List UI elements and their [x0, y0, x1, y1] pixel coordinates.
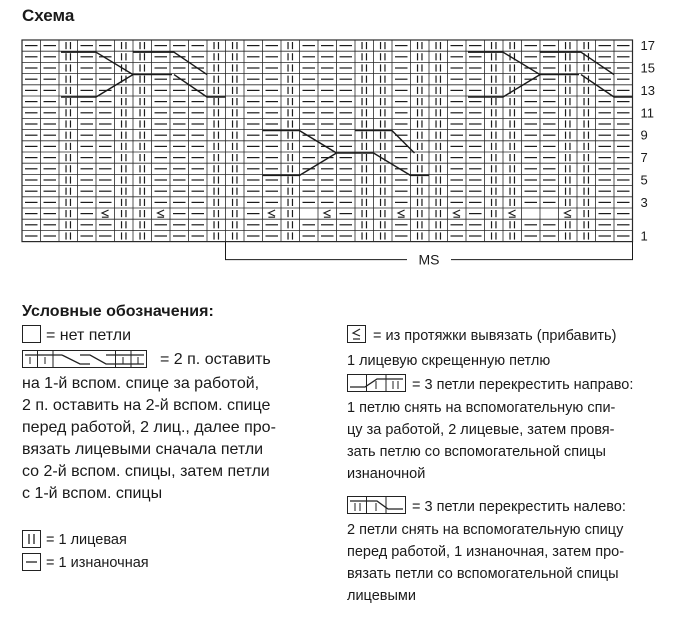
legend-cross-right-line: 1 петлю снять на вспомогательную спи-	[347, 400, 616, 416]
legend-cross-left-line: вязать петли со вспомогательной спицы	[347, 566, 619, 582]
row-number-label: 15	[640, 60, 655, 76]
cross-left-symbol	[347, 496, 407, 515]
legend-cross-left-text: = 3 петли перекрестить налево:	[412, 499, 626, 515]
knitting-chart	[0, 0, 695, 300]
no-stitch-symbol	[22, 325, 42, 344]
legend-cross-right-line: зать петлю со вспомогательной спицы	[347, 444, 606, 460]
cable-4x2-symbol	[22, 350, 148, 369]
legend-cable-eq: = 2 п. оставить	[160, 351, 271, 368]
row-number-label: 1	[640, 228, 648, 244]
cross-right-symbol	[347, 374, 407, 393]
row-number-label: 13	[640, 82, 655, 98]
row-number-label: 7	[640, 150, 648, 166]
legend-increase-text: = из протяжки вывязать (прибавить)	[373, 328, 617, 344]
legend-knit-text: = 1 лицевая	[46, 532, 127, 548]
legend-cross-left-line: лицевыми	[347, 588, 416, 604]
legend-cable-line: 2 п. оставить на 2-й вспом. спице	[22, 397, 271, 414]
row-number-label: 9	[640, 127, 648, 143]
legend-cross-left-line: перед работой, 1 изнаночная, затем про-	[347, 544, 625, 560]
purl-symbol	[22, 553, 42, 572]
repeat-label: MS	[418, 251, 440, 268]
row-number-label: 17	[640, 38, 655, 54]
legend-title: Условные обозначения:	[22, 303, 214, 320]
legend-cable-line: перед работой, 2 лиц., далее про-	[22, 419, 276, 436]
row-number-label: 11	[640, 105, 654, 121]
legend-cable-line: вязать лицевыми сначала петли	[22, 441, 264, 458]
legend-cable-line: со 2-й вспом. спицы, затем петли	[22, 463, 270, 480]
legend-no-stitch-text: = нет петли	[46, 327, 132, 344]
knit-symbol	[22, 530, 42, 549]
legend-cross-right-line: изнаночной	[347, 466, 426, 482]
legend-cross-left-line: 2 петли снять на вспомогательную спицу	[347, 522, 624, 538]
diagram-title: Схема	[22, 6, 75, 25]
row-number-label: 3	[640, 194, 648, 210]
legend-purl-text: = 1 изнаночная	[46, 555, 149, 571]
legend-cable-line: на 1-й вспом. спице за работой,	[22, 375, 260, 392]
legend-increase-line: 1 лицевую скрещенную петлю	[347, 353, 551, 369]
legend-cable-line: с 1-й вспом. спицы	[22, 485, 163, 502]
legend-cross-right-text: = 3 петли перекрестить направо:	[412, 377, 634, 393]
row-number-label: 5	[640, 172, 648, 188]
increase-symbol	[347, 325, 367, 344]
legend-cross-right-line: цу за работой, 2 лицевые, затем провя-	[347, 422, 615, 438]
